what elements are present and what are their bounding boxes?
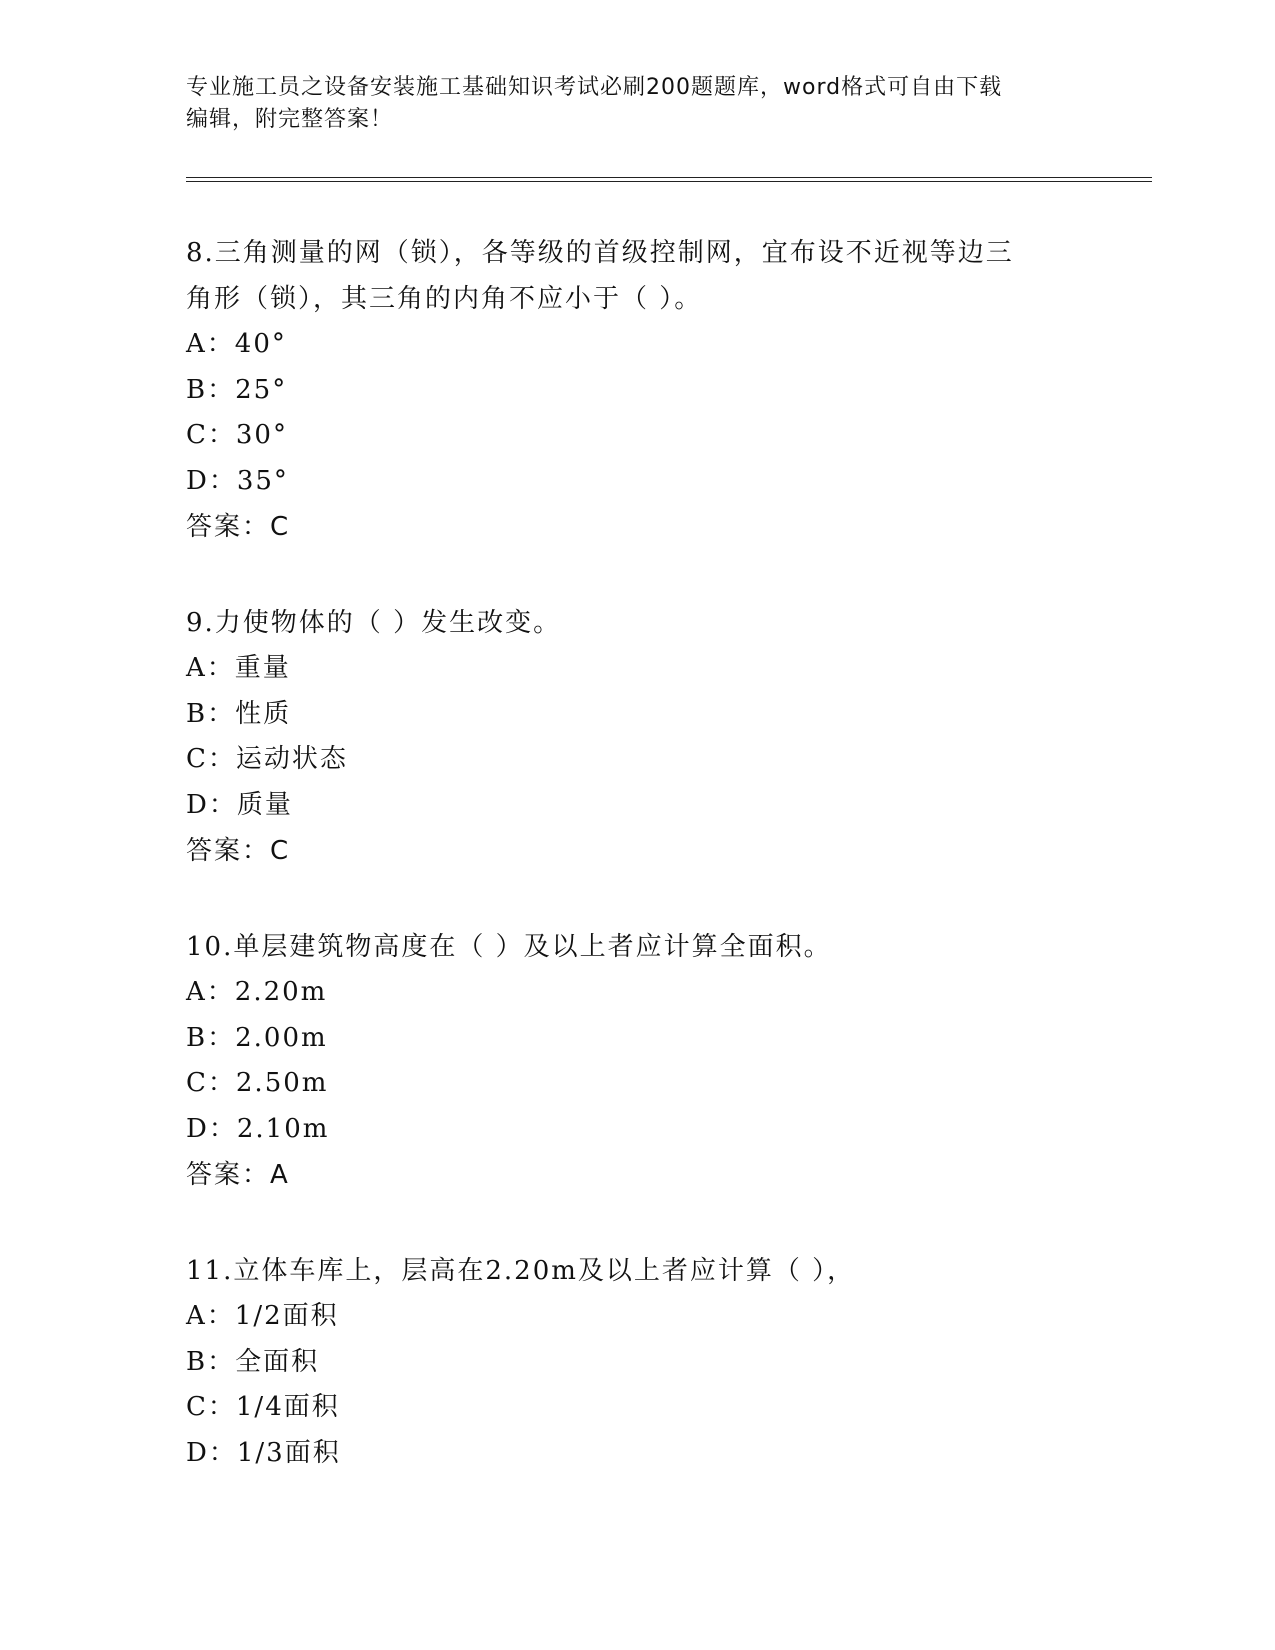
answer: 答案：A	[186, 1160, 290, 1190]
question-text: 10.单层建筑物高度在（ ）及以上者应计算全面积。	[186, 932, 832, 962]
option-c: C：1/4面积	[186, 1392, 340, 1422]
option-a: A：2.20m	[186, 977, 328, 1007]
header-line-1: 专业施工员之设备安装施工基础知识考试必刷200题题库，word格式可自由下载	[186, 75, 1003, 100]
question-11	[186, 1248, 1066, 1476]
header-divider-top	[186, 177, 1152, 178]
option-b: B：2.00m	[186, 1022, 328, 1053]
question-text: 11.立体车库上，层高在2.20m及以上者应计算（ ），	[186, 1256, 856, 1286]
option-a: A：1/2面积	[186, 1301, 339, 1331]
header-divider-bottom	[186, 181, 1152, 182]
question-9	[186, 600, 1066, 874]
option-b: B：25°	[186, 374, 288, 405]
question-list	[186, 230, 1066, 1526]
option-d: D：1/3面积	[186, 1437, 341, 1468]
answer: 答案：C	[186, 836, 291, 866]
option-d: D：2.10m	[186, 1113, 330, 1144]
question-8	[186, 230, 1066, 550]
question-10	[186, 924, 1066, 1198]
option-a: A：40°	[186, 329, 287, 359]
option-d: D：质量	[186, 789, 293, 820]
answer: 答案：C	[186, 512, 291, 542]
option-c: C：30°	[186, 420, 288, 450]
option-d: D：35°	[186, 465, 289, 496]
option-b: B：性质	[186, 698, 292, 729]
header-line-2: 编辑，附完整答案！	[186, 107, 394, 132]
option-b: B：全面积	[186, 1346, 320, 1377]
document-header	[186, 72, 1066, 136]
question-text: 9.力使物体的（ ）发生改变。	[186, 608, 562, 638]
question-text: 8.三角测量的网（锁），各等级的首级控制网，宜布设不近视等边三	[186, 238, 1014, 268]
option-a: A：重量	[186, 653, 291, 683]
question-text-continued: 角形（锁），其三角的内角不应小于（ ）。	[186, 284, 703, 314]
option-c: C：2.50m	[186, 1068, 329, 1098]
option-c: C：运动状态	[186, 744, 348, 774]
